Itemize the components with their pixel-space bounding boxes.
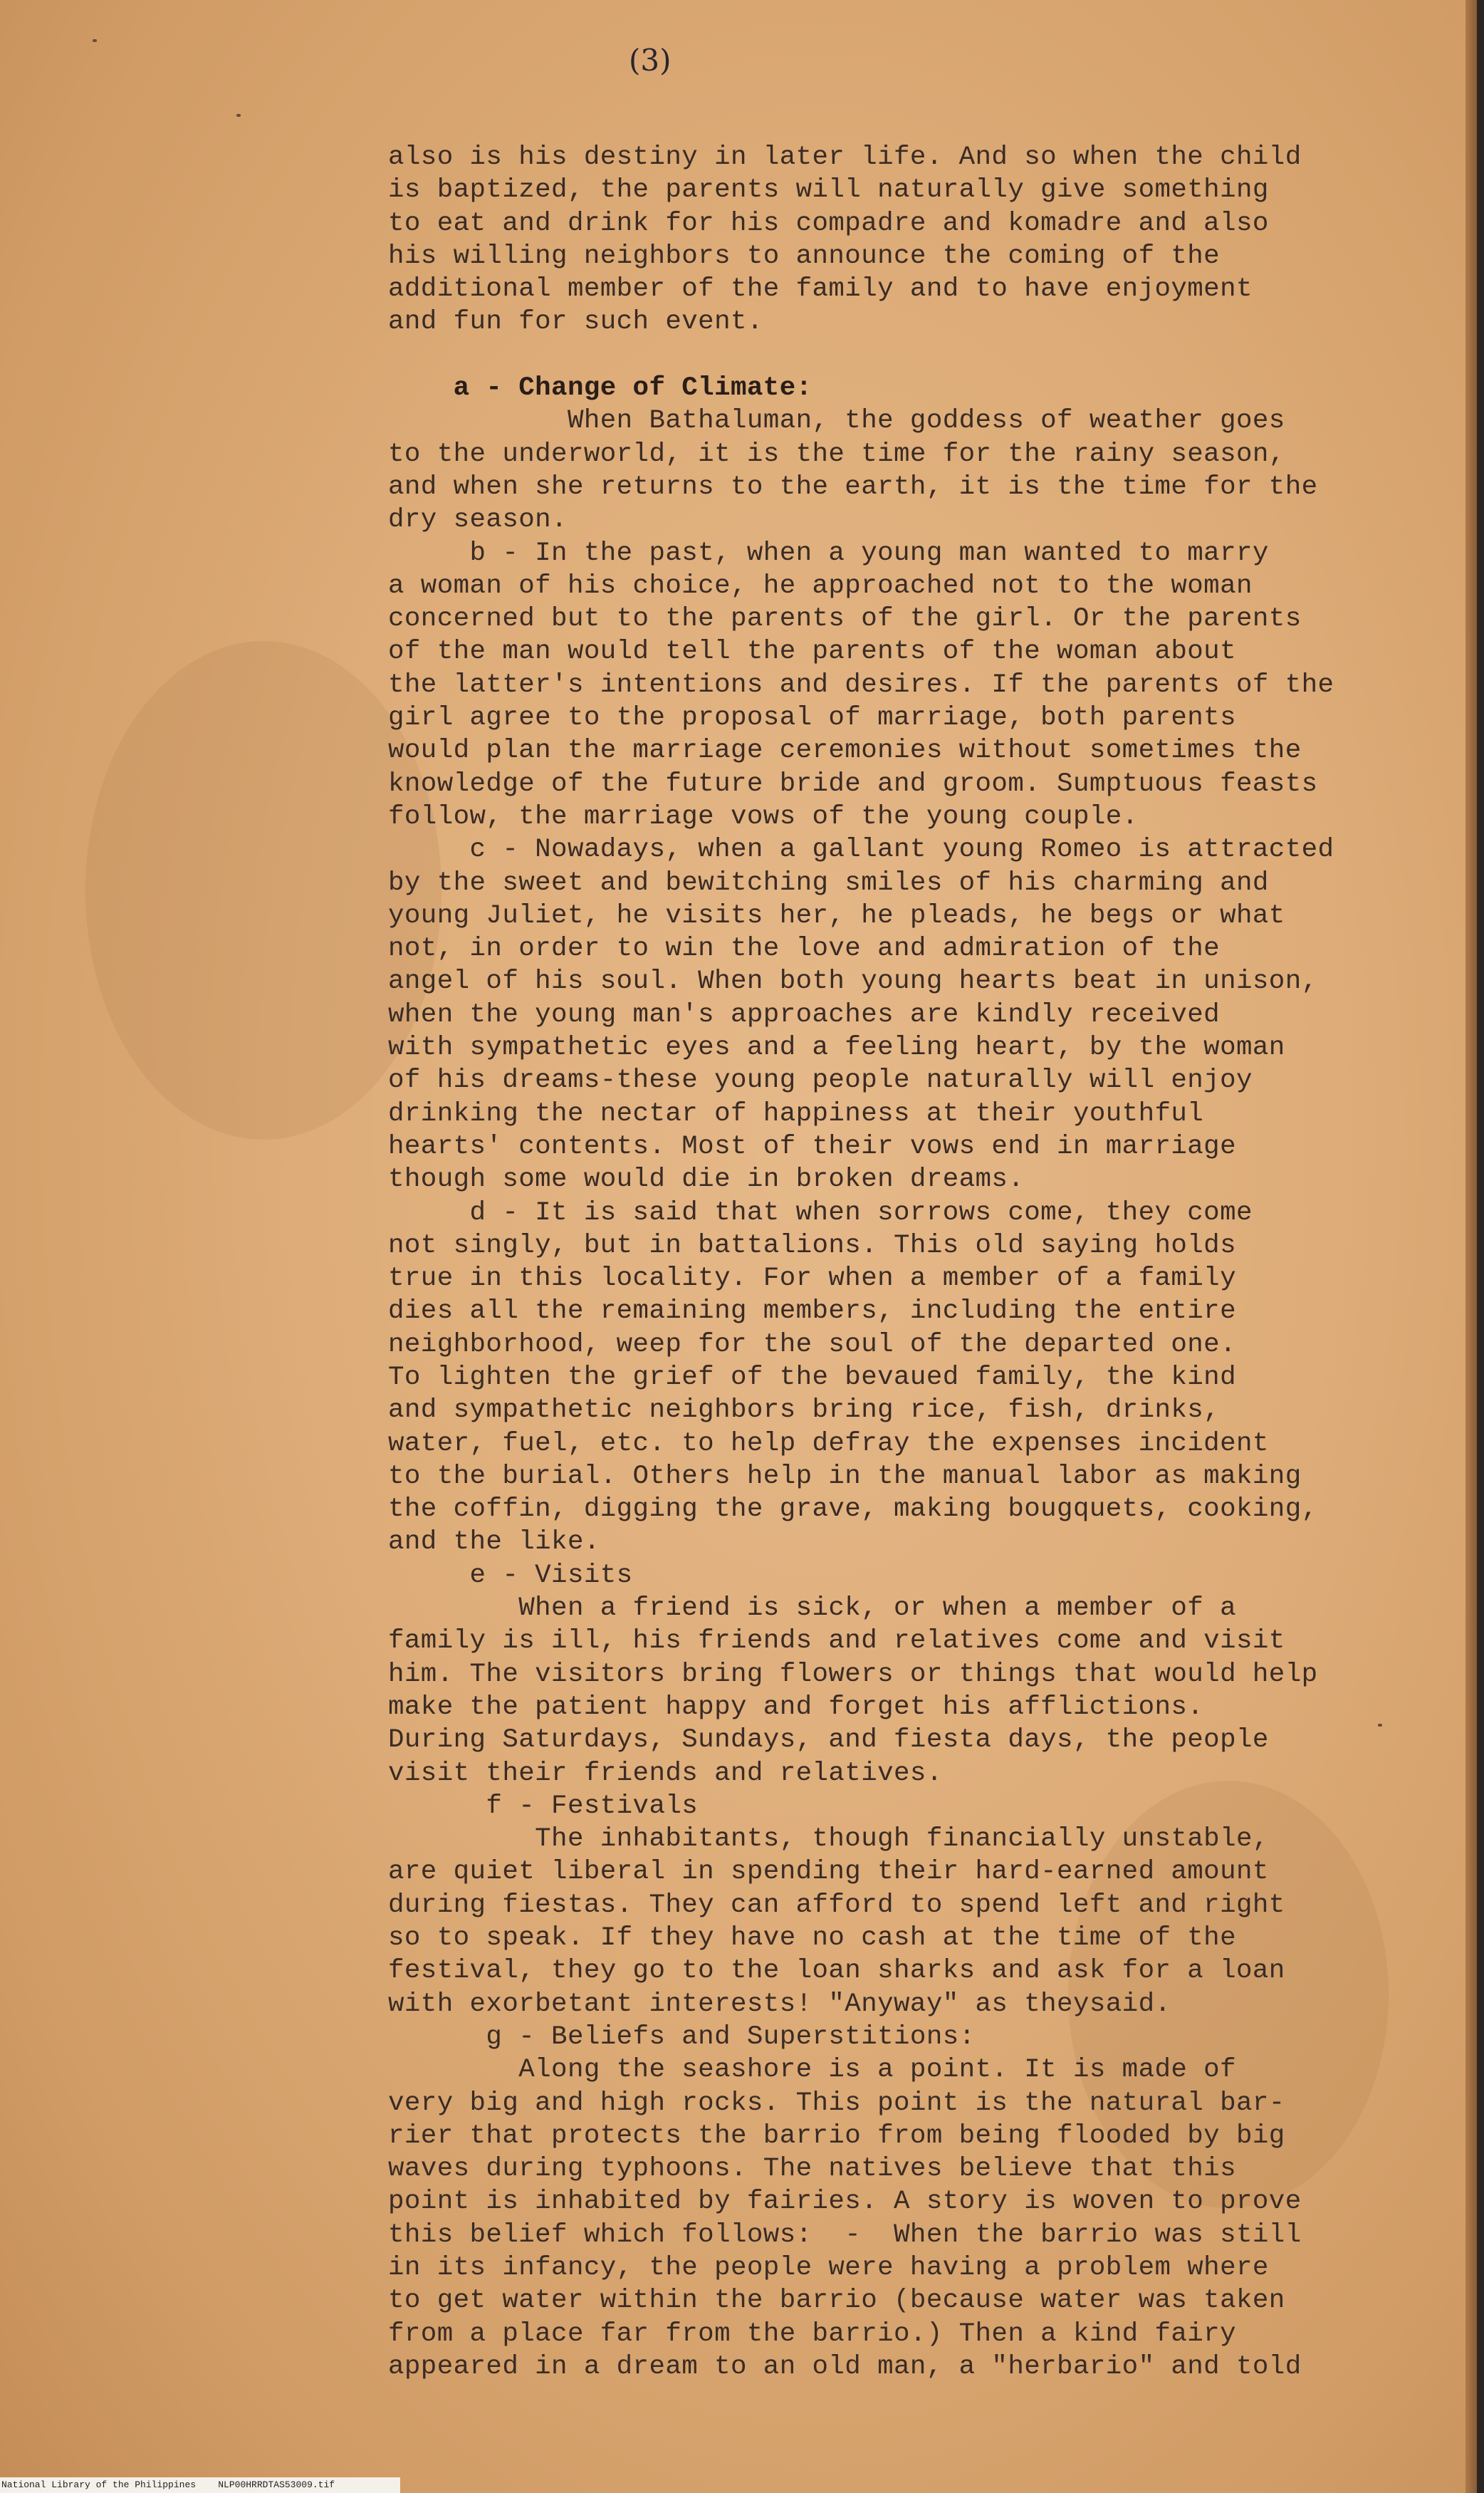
text-line: rier that protects the barrio from being flooded by big [388,2120,1285,2151]
text-line: not, in order to win the love and admiration of the [388,934,1221,964]
text-line: him. The visitors bring flowers or things that would help [388,1659,1318,1690]
document-body [388,141,1335,2383]
text-line: angel of his soul. When both young hearts beat in unison, [388,967,1318,997]
text-line: To lighten the grief of the bevaued family, the kind [388,1362,1236,1393]
paper-speck [236,114,241,117]
text-line: and when she returns to the earth, it is the time for the [388,472,1318,502]
text-line: in its infancy, the people were having a problem where [388,2253,1269,2283]
text-line: dry season. [388,505,568,536]
text-line: so to speak. If they have no cash at the time of the [388,1923,1236,1954]
text-line: when the young man's approaches are kindly received [388,999,1221,1030]
text-line: by the sweet and bewitching smiles of his charming and [388,868,1269,898]
text-line: this belief which follows: - When the barrio was still [388,2219,1302,2250]
text-line: dies all the remaining members, including the entire [388,1296,1236,1327]
paper-speck [1378,1724,1382,1727]
text-line: b - In the past, when a young man wanted to marry [388,538,1269,568]
text-line: of the man would tell the parents of the woman about [388,637,1236,667]
text-line: hearts' contents. Most of their vows end in marriage [388,1131,1236,1162]
text-line: to the burial. Others help in the manual labor as making [388,1461,1302,1492]
text-line: festival, they go to the loan sharks and ask for a loan [388,1956,1285,1987]
text-line: water, fuel, etc. to help defray the expenses incident [388,1428,1269,1459]
text-line: very big and high rocks. This point is the natural bar- [388,2088,1285,2118]
text-line: and sympathetic neighbors bring rice, fish, drinks, [388,1395,1221,1426]
text-line: a woman of his choice, he approached not to the woman [388,571,1253,601]
text-line: additional member of the family and to have enjoyment [388,274,1253,305]
text-line: waves during typhoons. The natives believe that this [388,2154,1236,2185]
text-line: during fiestas. They can afford to spend left and right [388,1890,1285,1920]
text-line: his willing neighbors to announce the coming of the [388,241,1221,271]
text-line: are quiet liberal in spending their hard-earned amount [388,1857,1269,1888]
text-line: with sympathetic eyes and a feeling heart, by the woman [388,1033,1285,1063]
text-line: When a friend is sick, or when a member of a [388,1593,1236,1624]
text-line: make the patient happy and forget his afflictions. [388,1692,1204,1722]
text-line: the latter's intentions and desires. If the parents of the [388,670,1334,700]
text-line: and the like. [388,1527,600,1558]
text-line: girl agree to the proposal of marriage, both parents [388,703,1236,734]
text-line: follow, the marriage vows of the young couple. [388,801,1139,832]
text-line: with exorbetant interests! "Anyway" as theysaid. [388,1989,1171,2019]
text-line: to get water within the barrio (because water was taken [388,2286,1285,2316]
text-line: young Juliet, he visits her, he pleads, he begs or what [388,900,1285,931]
scan-border [1477,0,1484,2493]
text-line: family is ill, his friends and relatives come and visit [388,1626,1285,1657]
text-line: During Saturdays, Sundays, and fiesta days, the people [388,1725,1269,1756]
text-line: to eat and drink for his compadre and komadre and also [388,208,1269,239]
text-line: the coffin, digging the grave, making bougquets, cooking, [388,1494,1318,1525]
text-line: true in this locality. For when a member of a family [388,1264,1236,1294]
page-number: (3) [629,43,672,78]
text-line: appeared in a dream to an old man, a "herbario" and told [388,2351,1302,2382]
paper-speck [93,39,97,42]
text-line: e - Visits [388,1560,633,1591]
text-line: though some would die in broken dreams. [388,1165,1025,1195]
text-line: is baptized, the parents will naturally give something [388,175,1269,206]
text-line: not singly, but in battalions. This old saying holds [388,1230,1236,1261]
text-line: neighborhood, weep for the soul of the departed one. [388,1329,1236,1360]
archive-footer: National Library of the Philippines NLP00HRRDTAS53009.tif [0,2477,400,2493]
text-line: Along the seashore is a point. It is made of [388,2055,1236,2086]
text-line: g - Beliefs and Superstitions: [388,2021,976,2052]
text-line: d - It is said that when sorrows come, they come [388,1197,1253,1228]
text-line: concerned but to the parents of the girl. Or the parents [388,604,1302,635]
text-line: visit their friends and relatives. [388,1758,943,1789]
text-line: would plan the marriage ceremonies without sometimes the [388,736,1302,766]
text-line: f - Festivals [388,1791,699,1821]
text-line: c - Nowadays, when a gallant young Romeo is attracted [388,835,1334,865]
text-line: from a place far from the barrio.) Then a kind fairy [388,2318,1236,2349]
text-line: and fun for such event. [388,307,763,338]
text-line: When Bathaluman, the goddess of weather goes [388,406,1285,437]
text-line: of his dreams-these young people naturally will enjoy [388,1066,1253,1096]
text-line: also is his destiny in later life. And so when the child [388,142,1302,172]
text-line: a - Change of Climate: [388,373,812,404]
text-line: point is inhabited by fairies. A story is woven to prove [388,2187,1302,2217]
text-line: to the underworld, it is the time for the rainy season, [388,439,1285,469]
text-line: knowledge of the future bride and groom. Sumptuous feasts [388,769,1318,799]
text-line [388,339,1335,372]
text-line: The inhabitants, though financially unstable, [388,1824,1269,1855]
text-line: drinking the nectar of happiness at their youthful [388,1098,1204,1129]
